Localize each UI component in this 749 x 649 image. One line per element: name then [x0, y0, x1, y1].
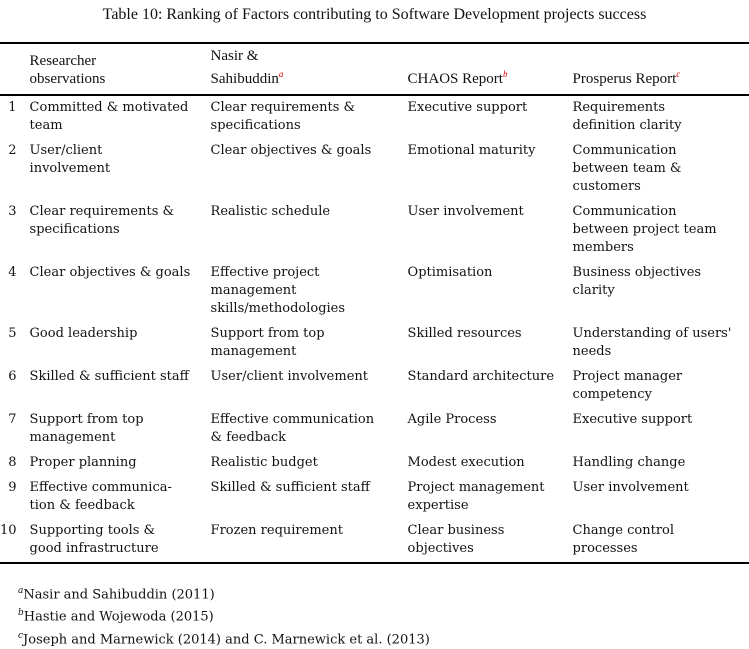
column-header: [211, 43, 408, 95]
factor-cell: Skilled resources: [407, 326, 522, 341]
table-row: [0, 322, 749, 365]
factor-cell: Modest execution: [407, 455, 525, 470]
table-row: [0, 408, 749, 451]
footnote-text: Hastie and Wojewoda (2015): [23, 609, 214, 625]
rank-cell: 8: [8, 455, 17, 470]
factor-cell: Clear objectives & goals: [29, 265, 191, 280]
footnote: [18, 582, 430, 604]
column-header: [408, 43, 573, 95]
rank-cell: 9: [8, 480, 17, 495]
factor-cell: Skilled & sufficient staff: [210, 480, 370, 495]
factor-cell: Effective project management skills/methodologies: [210, 265, 346, 316]
footnote-mark[interactable]: a: [278, 69, 284, 79]
factor-cell: Clear objectives & goals: [210, 143, 372, 158]
table-row: [0, 139, 749, 200]
factor-cell: Business objectives clarity: [572, 265, 702, 298]
factor-cell: Support from top management: [29, 412, 144, 445]
table-row: [0, 476, 749, 519]
rank-cell: 5: [8, 326, 17, 341]
factor-cell: Optimisation: [407, 265, 493, 280]
factor-cell: Frozen requirement: [210, 523, 343, 538]
table-row: [0, 451, 749, 476]
factor-cell: Emotional maturity: [407, 143, 536, 158]
table-row: [0, 365, 749, 408]
factor-cell: Understanding of users' needs: [572, 326, 732, 359]
factor-cell: Change control processes: [572, 523, 675, 556]
table-caption: Table 10: Ranking of Factors contributing to Software Development projects success: [102, 6, 647, 23]
factor-cell: User involvement: [572, 480, 689, 495]
table-row: [0, 95, 749, 139]
factor-cell: Handling change: [572, 455, 686, 470]
factor-cell: Communication between team & customers: [572, 143, 682, 194]
footnote-text: Joseph and Marnewick (2014) and C. Marnewick et al. (2013): [23, 631, 430, 647]
factor-cell: User involvement: [407, 204, 524, 219]
rank-cell: 6: [8, 369, 17, 384]
header-label: CHAOS Report: [407, 71, 503, 87]
factor-cell: Good leadership: [29, 326, 138, 341]
factor-cell: Support from top management: [210, 326, 325, 359]
table-row: [0, 261, 749, 322]
factor-cell: User/client involvement: [29, 143, 111, 176]
factor-cell: Proper planning: [29, 455, 137, 470]
factor-cell: Effective communication & feedback: [210, 412, 375, 445]
factor-cell: Project management expertise: [407, 480, 545, 513]
factor-cell: Agile Process: [407, 412, 497, 427]
factor-cell: Realistic budget: [210, 455, 318, 470]
column-header: [573, 43, 749, 95]
factor-cell: Effective communica- tion & feedback: [29, 480, 172, 513]
column-header: [30, 43, 211, 95]
factor-cell: Communication between project team members: [572, 204, 717, 255]
rank-cell: 1: [8, 100, 17, 115]
footnote-mark: c: [18, 630, 24, 641]
column-header: [0, 43, 30, 95]
factor-cell: Clear business objectives: [407, 523, 505, 556]
factor-cell: Realistic schedule: [210, 204, 331, 219]
rank-cell: 7: [8, 412, 17, 427]
factor-cell: Executive support: [572, 412, 693, 427]
factor-cell: Supporting tools & good infrastructure: [29, 523, 159, 556]
factor-cell: Executive support: [407, 100, 528, 115]
factor-cell: Project manager competency: [572, 369, 683, 402]
ranking-table: [0, 42, 749, 564]
footnote-text: Nasir and Sahibuddin (2011): [23, 587, 215, 603]
footnote-mark[interactable]: b: [502, 69, 508, 79]
header-label: Nasir & Sahibuddin: [210, 48, 279, 87]
factor-cell: Skilled & sufficient staff: [29, 369, 189, 384]
factor-cell: Standard architecture: [407, 369, 555, 384]
rank-cell: 10: [0, 523, 17, 538]
footnote-mark: a: [18, 586, 24, 596]
table-row: [0, 519, 749, 563]
factor-cell: Committed & motivated team: [29, 100, 189, 133]
header-label: Researcher observations: [29, 53, 106, 87]
factor-cell: Requirements definition clarity: [572, 100, 682, 133]
header-label: Prosperus Report: [572, 71, 677, 87]
factor-cell: Clear requirements & specifications: [210, 100, 356, 133]
footnote: [18, 604, 430, 626]
rank-cell: 2: [8, 143, 17, 158]
footnotes: [18, 582, 430, 649]
factor-cell: Clear requirements & specifications: [29, 204, 175, 237]
header-row: [0, 43, 749, 95]
rank-cell: 4: [8, 265, 17, 280]
footnote-mark[interactable]: c: [676, 69, 681, 79]
factor-cell: User/client involvement: [210, 369, 368, 384]
footnote-mark: b: [18, 608, 24, 619]
rank-cell: 3: [8, 204, 17, 219]
footnote: [18, 627, 430, 649]
table-row: [0, 200, 749, 261]
